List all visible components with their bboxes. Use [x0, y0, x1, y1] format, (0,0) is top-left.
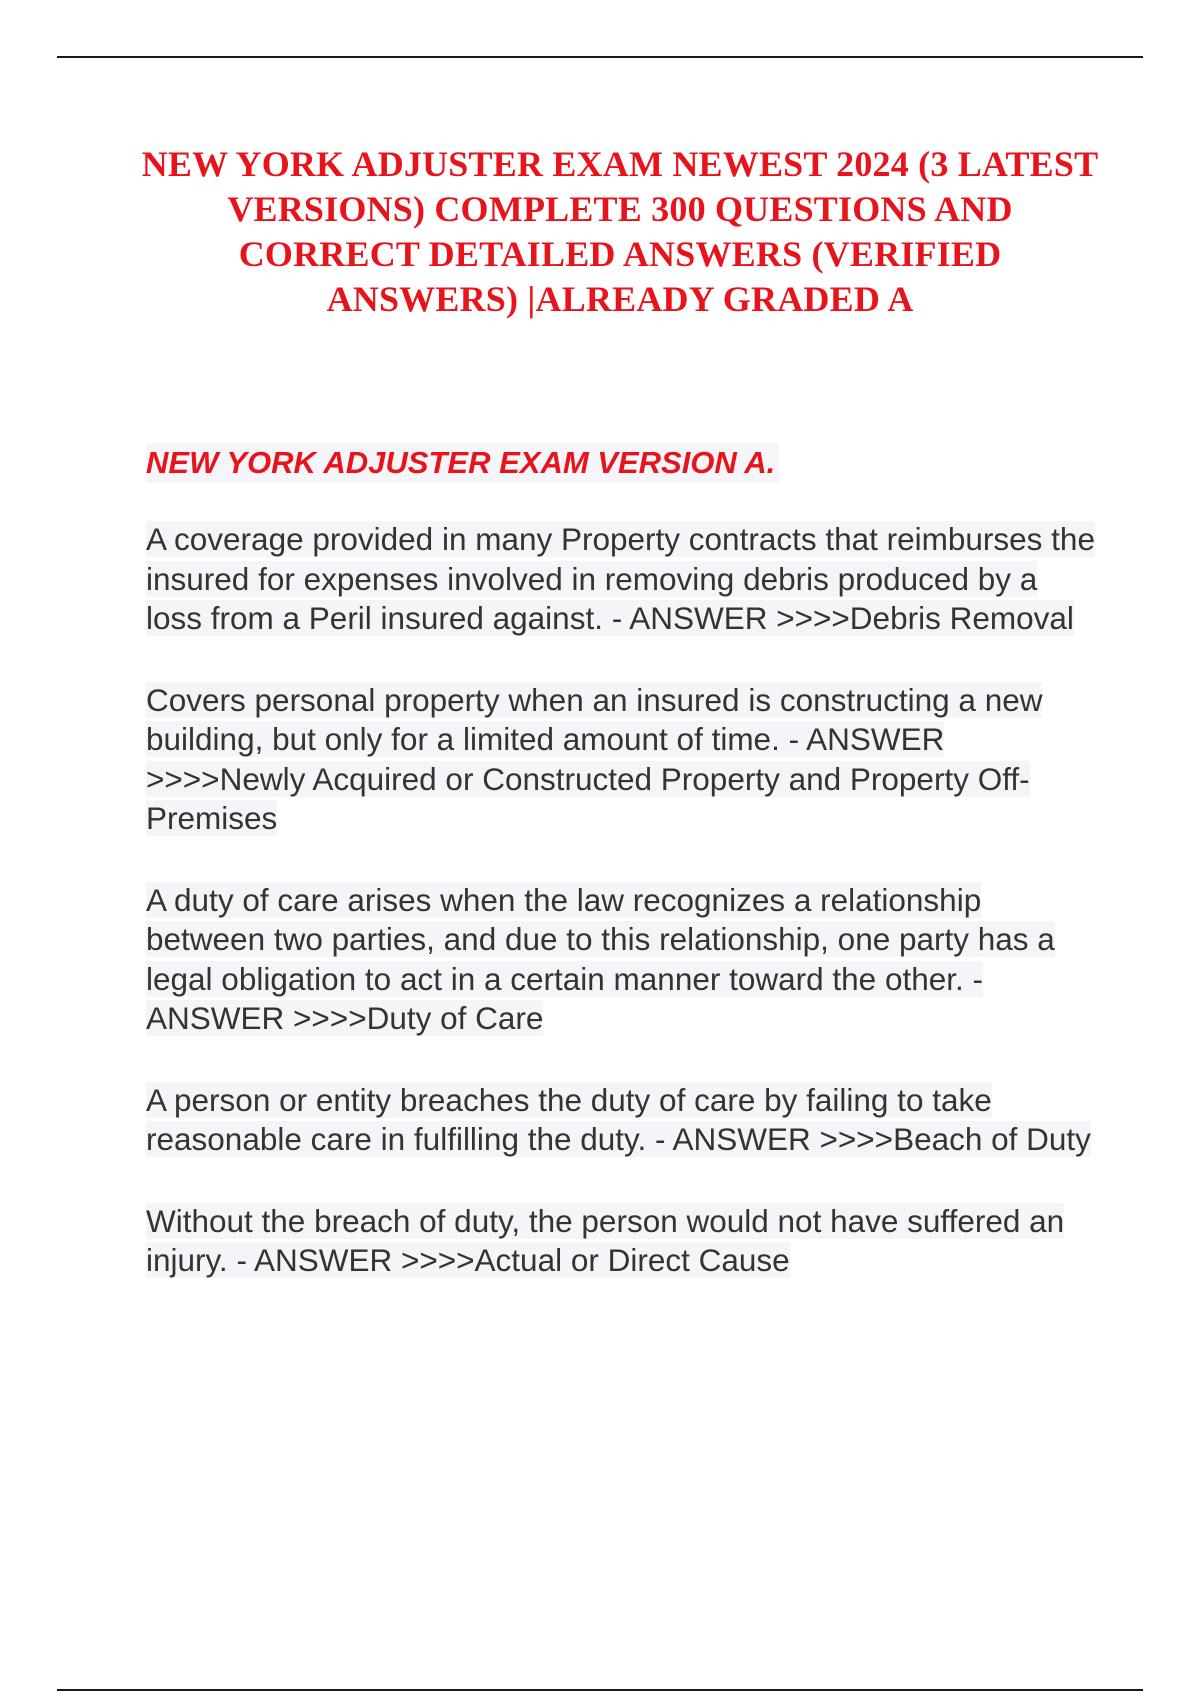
qa-item	[146, 681, 1096, 839]
qa-item-text: A person or entity breaches the duty of care by failing to take reasonable care in fulfilling the duty. - ANSWER >>>>Beach of Duty	[146, 1081, 1091, 1157]
document-title: NEW YORK ADJUSTER EXAM NEWEST 2024 (3 LATEST VERSIONS) COMPLETE 300 QUESTIONS AND CORRECT DETAILED ANSWERS (VERIFIED ANSWERS) |ALREADY GRADED A	[141, 144, 1099, 319]
qa-item-text: Covers personal property when an insured is constructing a new building, but only for a limited amount of time. - ANSWER >>>>Newly Acquired or Constructed Property and Property Off-Premises	[146, 681, 1043, 836]
qa-item-text: A coverage provided in many Property contracts that reimburses the insured for expenses involved in removing debris produced by a loss from a Peril insured against. - ANSWER >>>>Debris Removal	[146, 521, 1095, 636]
section-heading: NEW YORK ADJUSTER EXAM VERSION A.	[146, 443, 779, 483]
qa-item-text: A duty of care arises when the law recognizes a relationship between two parties, and due to this relationship, one party has a legal obligation to act in a certain manner toward the other. - ANSWER >>>>Duty of Care	[146, 881, 1055, 1036]
qa-item	[146, 881, 1096, 1039]
top-divider	[57, 56, 1143, 58]
qa-item	[146, 1202, 1096, 1281]
qa-item-text: Without the breach of duty, the person would not have suffered an injury. - ANSWER >>>>Actual or Direct Cause	[146, 1202, 1065, 1278]
qa-item	[146, 520, 1096, 639]
bottom-divider	[57, 1689, 1143, 1691]
qa-list	[146, 520, 1096, 1323]
qa-item	[146, 1081, 1096, 1160]
